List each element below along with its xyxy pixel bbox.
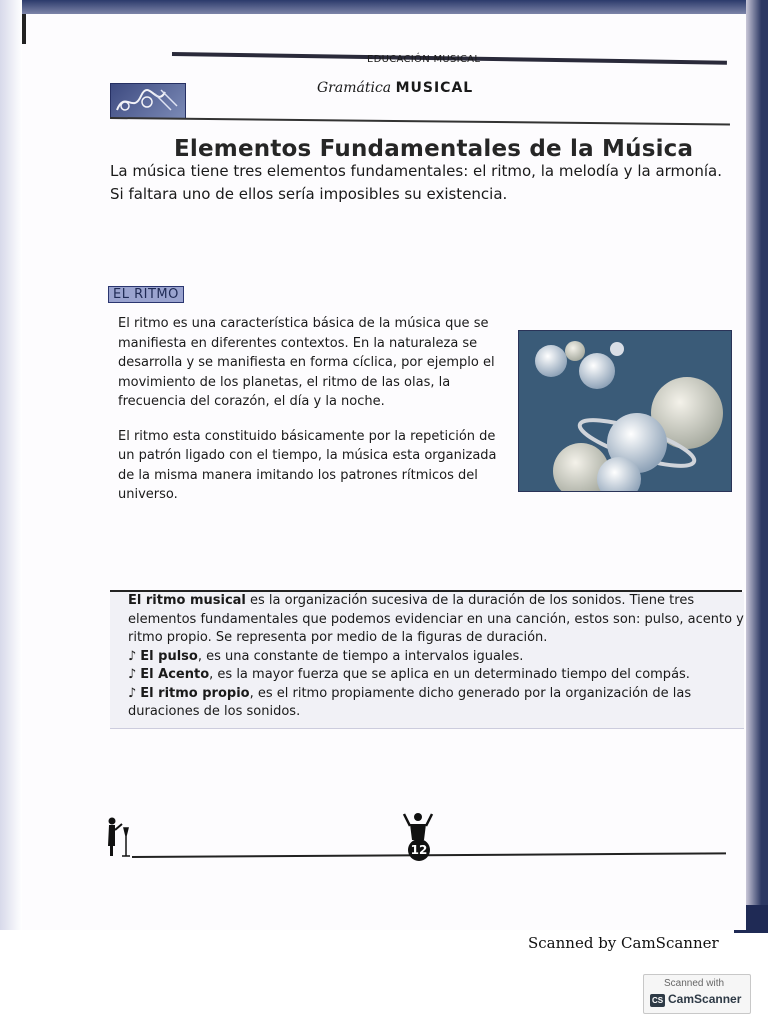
box-intro-rest: es la organización sucesiva de la duración de los sonidos. Tiene tres elementos fundamentales que podemos evidenciar en una canción, estos son: pulso, acento y ritmo propio. Se representa por medio de la figuras de duración. bbox=[128, 593, 744, 645]
music-note-icon: ♪ bbox=[128, 685, 137, 701]
scanned-by-text: Scanned by CamScanner bbox=[528, 934, 719, 952]
list-item bbox=[128, 685, 744, 722]
intro-line-2: Si faltara uno de ellos sería imposibles su existencia. bbox=[110, 185, 508, 203]
scan-edge-left bbox=[0, 0, 22, 930]
page-title: Elementos Fundamentales de la Música bbox=[174, 136, 694, 162]
music-logo-icon bbox=[110, 83, 186, 119]
item-bold: El pulso bbox=[140, 648, 198, 664]
music-note-icon: ♪ bbox=[128, 667, 137, 682]
item-bold: El ritmo propio bbox=[140, 685, 250, 701]
badge-with-text: Scanned with bbox=[664, 978, 725, 989]
camscanner-logo-icon: CS bbox=[651, 996, 664, 1005]
item-rest: , es una constante de tiempo a intervalos iguales. bbox=[197, 648, 524, 664]
music-note-icon: ♪ bbox=[128, 648, 137, 664]
ritmo-text bbox=[118, 314, 510, 520]
camscanner-badge bbox=[643, 974, 751, 1014]
intro-line-1: La música tiene tres elementos fundamentales: el ritmo, la melodía y la armonía. bbox=[110, 162, 722, 180]
header-title bbox=[317, 80, 473, 96]
header-title-bold: MUSICAL bbox=[395, 80, 474, 96]
scan-edge-top bbox=[0, 0, 768, 14]
item-bold: El Acento bbox=[140, 667, 210, 682]
section-label-ritmo: EL RITMO bbox=[108, 286, 184, 303]
intro-text bbox=[110, 160, 740, 206]
header-rule-bottom bbox=[110, 117, 730, 125]
ritmo-paragraph-1: El ritmo es una característica básica de la música que se manifiesta en diferentes contextos. En la naturaleza se desarrolla y se manifiesta en forma cíclica, por ejemplo el movimiento de los planetas, el ritmo de las olas, la frecuencia del corazón, el día y la noche. bbox=[118, 316, 495, 409]
badge-name: CamScanner bbox=[668, 992, 742, 1006]
ritmo-paragraph-2: El ritmo esta constituido básicamente por la repetición de un patrón ligado con el tiempo, la música esta organizada de la misma manera imitando los patrones rítmicos del universo. bbox=[118, 428, 497, 502]
page-corner-mark bbox=[22, 14, 26, 44]
box-intro-bold: El ritmo musical bbox=[128, 593, 246, 608]
header-subject: EDUCACIÓN MUSICAL bbox=[367, 54, 481, 65]
conductor-icon bbox=[106, 816, 132, 862]
item-rest: , es la mayor fuerza que se aplica en un determinado tiempo del compás. bbox=[209, 667, 690, 682]
header-title-cursive: Gramática bbox=[317, 80, 392, 96]
scan-edge-right bbox=[746, 0, 768, 930]
list-item bbox=[128, 666, 744, 685]
document-page bbox=[22, 14, 746, 930]
planets-image bbox=[518, 330, 732, 492]
page-number: 12 bbox=[408, 839, 430, 861]
rhythm-definition-box bbox=[110, 592, 744, 729]
item-rest: , es el ritmo propiamente dicho generado por la organización de las duraciones de los sonidos. bbox=[128, 685, 692, 719]
box-intro bbox=[128, 592, 744, 648]
list-item bbox=[128, 648, 744, 667]
